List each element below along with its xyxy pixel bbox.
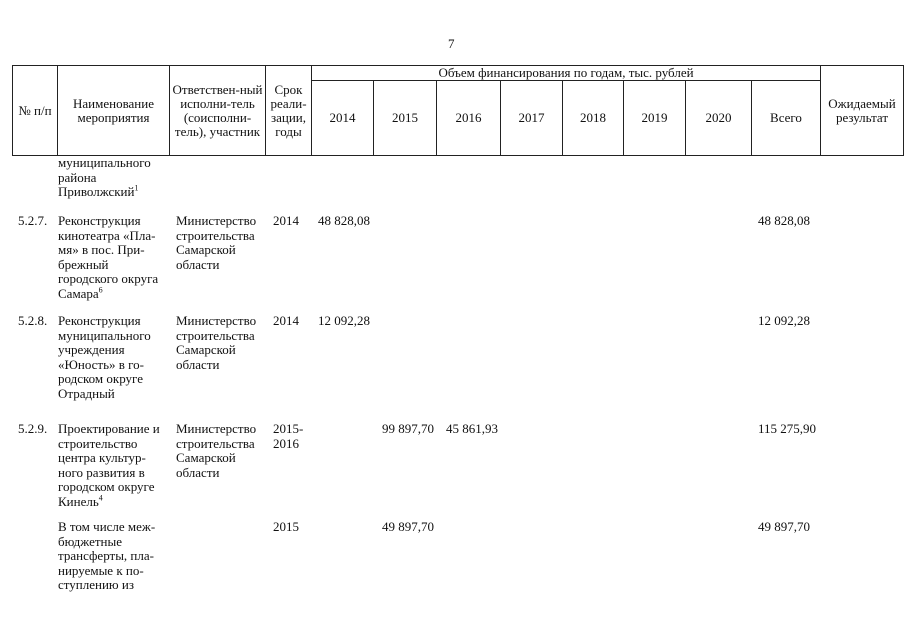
value-2015: 49 897,70 — [382, 519, 434, 534]
term-line: 2016 — [273, 435, 299, 451]
executor-line: Министерство — [176, 421, 257, 436]
footnote-marker: 1 — [134, 183, 139, 193]
activity-name-line: Реконструкция — [58, 213, 141, 228]
activity-name-line: Кинель$^4$ — [58, 493, 103, 509]
activity-name-line: родском округе — [58, 371, 143, 387]
header-year: 2020 — [686, 81, 752, 156]
value-2015: 99 897,70 — [382, 421, 434, 436]
activity-name-line: городском округе — [58, 479, 155, 495]
executor-line: области — [176, 356, 220, 372]
executor-line: строительства — [176, 327, 255, 343]
term — [273, 314, 315, 329]
header-year: 2017 — [501, 81, 563, 156]
executor-line: Самарской — [176, 342, 236, 358]
header-year: 2014 — [312, 81, 374, 156]
executor — [176, 314, 268, 372]
term — [273, 214, 315, 229]
term — [273, 422, 315, 451]
activity-name-line: «Юность» в го- — [58, 356, 144, 372]
activity-name — [58, 156, 176, 200]
executor-line: Министерство — [176, 313, 257, 328]
activity-name-line: бюджетные — [58, 533, 123, 549]
value-total: 49 897,70 — [758, 519, 810, 534]
activity-name-line: муниципального — [58, 155, 151, 170]
activity-name-line: Реконструкция — [58, 313, 141, 328]
header-term: Срок реали-зации, годы — [266, 66, 312, 156]
page-number: 7 — [448, 36, 455, 51]
activity-name-line: городского округа — [58, 271, 159, 287]
value-total: 115 275,90 — [758, 421, 817, 436]
term-line: 2014 — [273, 313, 299, 328]
header-year: 2015 — [374, 81, 437, 156]
activity-name-line: учреждения — [58, 342, 125, 358]
row-number: 5.2.9. — [18, 421, 48, 436]
activity-name-line: ступлению из — [58, 577, 134, 593]
activity-name-line: нируемые к по- — [58, 562, 144, 578]
executor-line: Министерство — [176, 213, 257, 228]
executor-line: области — [176, 256, 220, 272]
activity-name-line: Самара$^6$ — [58, 285, 103, 301]
term — [273, 520, 315, 535]
activity-name — [58, 520, 176, 593]
activity-name-line: брежный — [58, 256, 109, 272]
executor-line: Самарской — [176, 242, 236, 258]
activity-name — [58, 422, 176, 510]
executor-line: области — [176, 464, 220, 480]
header-num: № п/п — [13, 66, 58, 156]
activity-name-line: Приволжский$^1$ — [58, 183, 139, 200]
executor-line: строительства — [176, 435, 255, 451]
term-line: 2015- — [273, 421, 304, 436]
executor-line: строительства — [176, 227, 255, 243]
header-executor: Ответствен-ный исполни-тель (соисполни-тель), участник — [170, 66, 266, 156]
executor-line: Самарской — [176, 450, 236, 466]
header-financing: Объем финансирования по годам, тыс. рублей — [312, 66, 821, 81]
activity-name — [58, 214, 176, 302]
table-header — [12, 65, 904, 156]
activity-name-line: Проектирование и — [58, 421, 160, 436]
activity-name-line: строительство — [58, 435, 138, 451]
footnote-marker: 4 — [98, 493, 103, 503]
activity-name-line: трансферты, пла- — [58, 548, 154, 564]
header-total: Всего — [752, 81, 821, 156]
activity-name-line: Отрадный — [58, 385, 115, 401]
activity-name-line: муниципального — [58, 327, 151, 343]
header-name: Наименование мероприятия — [58, 66, 170, 156]
executor — [176, 422, 268, 480]
term-line: 2015 — [273, 519, 299, 534]
header-year: 2018 — [563, 81, 624, 156]
value-total: 12 092,28 — [758, 313, 810, 328]
term-line: 2014 — [273, 213, 299, 228]
activity-name — [58, 314, 176, 402]
activity-name-line: В том числе меж- — [58, 519, 156, 534]
activity-name-line: ного развития в — [58, 464, 145, 480]
header-year: 2019 — [624, 81, 686, 156]
activity-name-line: района — [58, 169, 97, 185]
value-total: 48 828,08 — [758, 213, 810, 228]
value-2014: 12 092,28 — [318, 313, 370, 328]
header-result: Ожидаемый результат — [821, 66, 904, 156]
row-number: 5.2.7. — [18, 213, 48, 228]
activity-name-line: центра культур- — [58, 450, 146, 466]
row-number: 5.2.8. — [18, 313, 48, 328]
executor — [176, 214, 268, 272]
activity-name-line: мя» в пос. При- — [58, 242, 145, 258]
footnote-marker: 6 — [98, 285, 103, 295]
value-2014: 48 828,08 — [318, 213, 370, 228]
header-year: 2016 — [437, 81, 501, 156]
activity-name-line: кинотеатра «Пла- — [58, 227, 156, 243]
value-2016: 45 861,93 — [446, 421, 498, 436]
